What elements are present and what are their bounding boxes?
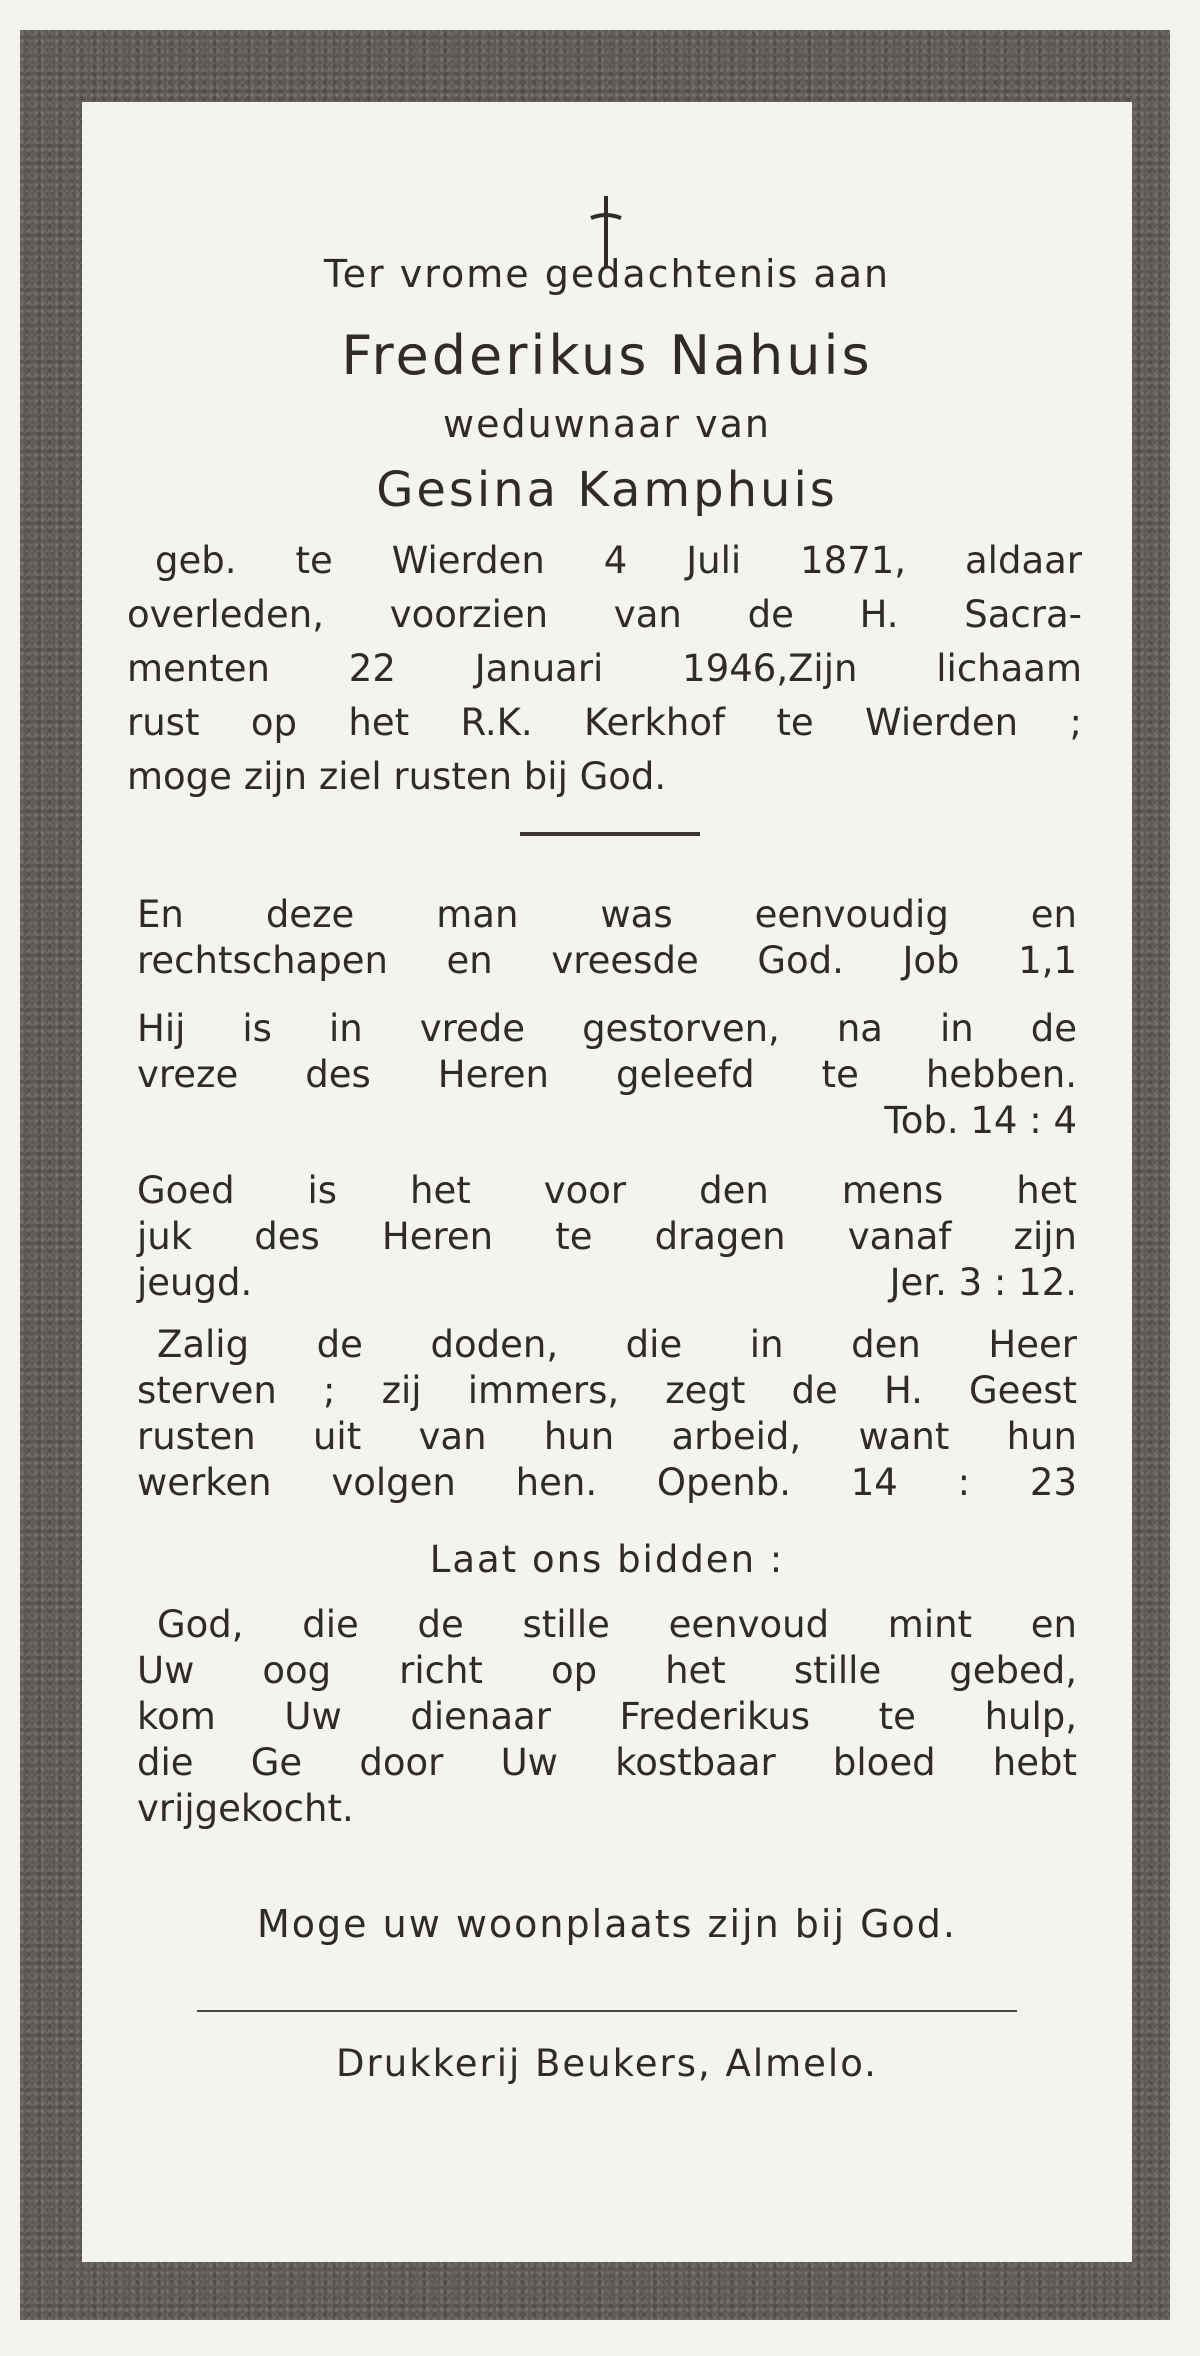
bio-line: menten 22 Januari 1946,Zijn lichaam [127, 647, 1082, 690]
prayer-line: die Ge door Uw kostbaar bloed hebt [137, 1741, 1077, 1784]
verse-line: En deze man was eenvoudig en [137, 893, 1077, 936]
prayer-line: Uw oog richt op het stille gebed, [137, 1649, 1077, 1692]
deceased-name: Frederikus Nahuis [341, 324, 873, 387]
verse-line: jeugd. [137, 1261, 253, 1304]
prayer-line: God, die de stille eenvoud mint en [157, 1603, 1077, 1646]
closing-line: Moge uw woonplaats zijn bij God. [257, 1902, 957, 1946]
verse-line: Zalig de doden, die in den Heer [157, 1323, 1077, 1366]
memorial-card-border [20, 30, 1170, 2320]
divider [520, 832, 700, 836]
intro-line: Ter vrome gedachtenis aan [323, 252, 891, 296]
verse-line: Hij is in vrede gestorven, na in de [137, 1007, 1077, 1050]
verse-last-line [137, 1260, 1077, 1306]
verse-line: vreze des Heren geleefd te hebben. [137, 1053, 1077, 1096]
bio-line: moge zijn ziel rusten bij God. [127, 755, 667, 798]
printer-credit: Drukkerij Beukers, Almelo. [336, 2042, 878, 2085]
verse-line: juk des Heren te dragen vanaf zijn [137, 1215, 1077, 1258]
verse-reference: Jer. 3 : 12. [889, 1261, 1077, 1304]
verse-line: rusten uit van hun arbeid, want hun [137, 1415, 1077, 1458]
verse-line: Goed is het voor den mens het [137, 1169, 1077, 1212]
memorial-card [82, 102, 1132, 2262]
prayer-line: vrijgekocht. [137, 1787, 354, 1830]
spouse-name: Gesina Kamphuis [376, 462, 838, 518]
bio-line: overleden, voorzien van de H. Sacra- [127, 593, 1082, 636]
verse-reference: Tob. 14 : 4 [884, 1099, 1077, 1142]
prayer-heading: Laat ons bidden : [429, 1538, 785, 1581]
bio-line: rust op het R.K. Kerkhof te Wierden ; [127, 701, 1082, 744]
footer-divider [197, 2010, 1017, 2012]
verse-2 [137, 1006, 1077, 1144]
verse-1 [137, 892, 1077, 984]
verse-line: werken volgen hen. Openb. 14 : 23 [137, 1461, 1077, 1504]
verse-line: rechtschapen en vreesde God. Job 1,1 [137, 939, 1077, 982]
verse-4 [137, 1322, 1077, 1506]
verse-3 [137, 1168, 1077, 1306]
verse-line: sterven ; zij immers, zegt de H. Geest [137, 1369, 1077, 1412]
relation-line: weduwnaar van [443, 402, 771, 446]
biography [127, 534, 1082, 804]
prayer [137, 1602, 1077, 1832]
bio-line: geb. te Wierden 4 Juli 1871, aldaar [155, 539, 1082, 582]
prayer-line: kom Uw dienaar Frederikus te hulp, [137, 1695, 1077, 1738]
